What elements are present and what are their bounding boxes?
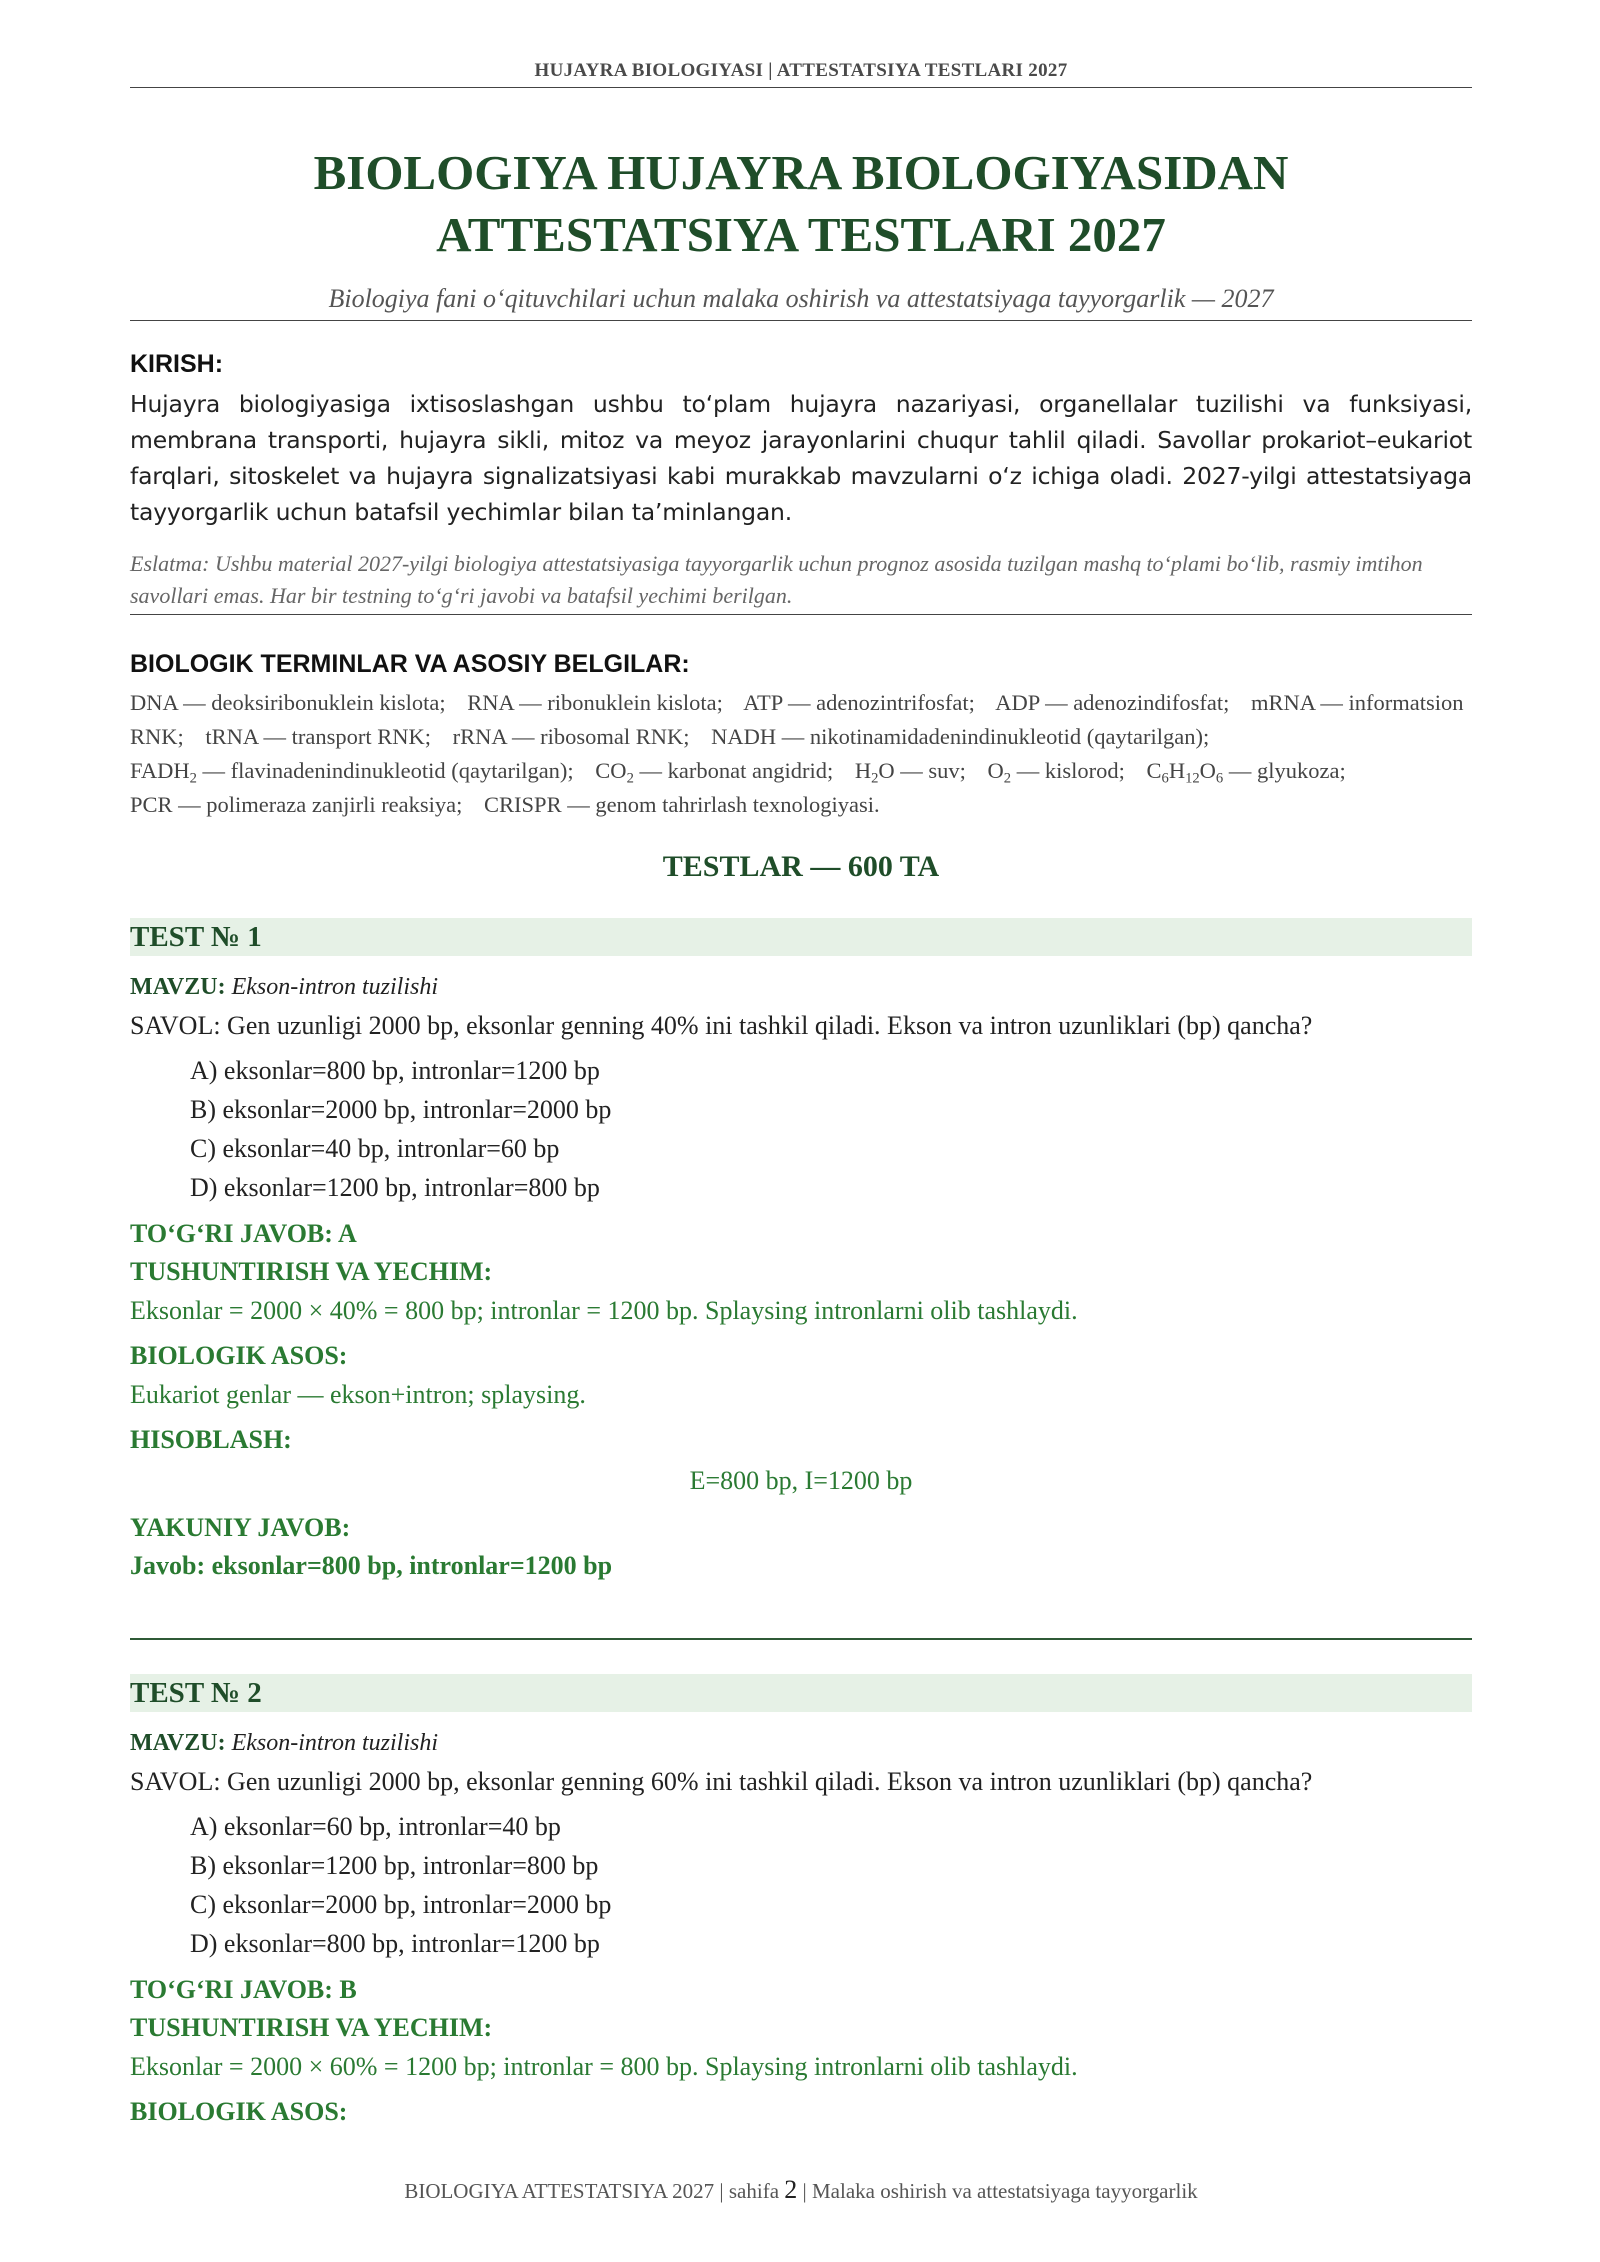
title-line-2: ATTESTATSIYA TESTLARI 2027 <box>436 207 1166 262</box>
intro-rule <box>130 614 1472 615</box>
title-line-1: BIOLOGIYA HUJAYRA BIOLOGIYASIDAN <box>313 145 1289 200</box>
answer-options <box>190 1051 1472 1207</box>
explanation-text: Eksonlar = 2000 × 40% = 800 bp; intronlar = 1200 bp. Splaysing intronlarni olib tashlaydi. <box>130 1296 1078 1325</box>
term-adp: ADP — adenozindifosfat; <box>995 690 1230 715</box>
final-answer: Javob: eksonlar=800 bp, intronlar=1200 bp <box>130 1551 613 1580</box>
term-co2: $CO_2$ — karbonat angidrid; <box>595 758 834 787</box>
basis-label: BIOLOGIK ASOS: <box>130 1341 348 1370</box>
calc-text: E=800 bp, I=1200 bp <box>689 1466 913 1495</box>
test-block-2 <box>130 1674 1472 2131</box>
correct-answer: TO‘G‘RI JAVOB: A <box>130 1219 357 1248</box>
document-title <box>130 142 1472 266</box>
term-glucose: $C_6H_{12}O_6$ — glyukoza; <box>1146 758 1346 787</box>
term-dna: DNA — deoksiribonuklein kislota; <box>130 690 446 715</box>
final-label: YAKUNIY JAVOB: <box>130 1513 351 1542</box>
answer-options <box>190 1807 1472 1963</box>
option-b: B) eksonlar=1200 bp, intronlar=800 bp <box>190 1851 599 1880</box>
test-topic: MAVZU: Ekson-intron tuzilishi <box>130 974 439 1000</box>
term-pcr: PCR — polimeraza zanjirli reaksiya; <box>130 792 463 817</box>
page-footer: BIOLOGIYA ATTESTATSIYA 2027 | sahifa 2 | Malaka oshirish va attestatsiyaga tayyorgarlik <box>404 2175 1198 2204</box>
calc-label: HISOBLASH: <box>130 1425 292 1454</box>
explanation-label: TUSHUNTIRISH VA YECHIM: <box>130 2013 493 2042</box>
term-h2o: $H_2O$ — suv; <box>854 758 966 787</box>
footer-right: Malaka oshirish va attestatsiyaga tayyorgarlik <box>812 2179 1198 2203</box>
term-rna: RNA — ribonuklein kislota; <box>467 690 723 715</box>
intro-heading: KIRISH: <box>130 350 224 378</box>
correct-answer: TO‘G‘RI JAVOB: B <box>130 1975 357 2004</box>
test-title: TEST № 2 <box>130 1674 1472 1712</box>
option-d: D) eksonlar=1200 bp, intronlar=800 bp <box>190 1173 600 1202</box>
running-header: HUJAYRA BIOLOGIYASI | ATTESTATSIYA TESTLARI 2027 <box>534 60 1068 81</box>
terms-list <box>130 686 1472 822</box>
subtitle-rule <box>130 320 1472 321</box>
document-subtitle: Biologiya fani o‘qituvchilari uchun malaka oshirish va attestatsiyaga tayyorgarlik — 2027 <box>328 284 1274 313</box>
intro-text: Hujayra biologiyasiga ixtisoslashgan ushbu to‘plam hujayra nazariyasi, organellalar tuzilishi va funksiyasi, membrana transporti, hujayra sikli, mitoz va meyoz jarayonlarini chuqur tahlil qiladi. Savollar prokariot–eukariot farqlari, sitoskelet va hujayra signalizatsiyasi kabi murakkab mavzularni o‘z ichiga oladi. 2027-yilgi attestatsiyaga tayyorgarlik uchun batafsil yechimlar bilan ta’minlangan. <box>130 390 1472 526</box>
explanation-label: TUSHUNTIRISH VA YECHIM: <box>130 1257 493 1286</box>
footer-left: BIOLOGIYA ATTESTATSIYA 2027 <box>404 2179 715 2203</box>
option-a: A) eksonlar=60 bp, intronlar=40 bp <box>190 1812 561 1841</box>
term-o2: $O_2$ — kislorod; <box>987 758 1125 787</box>
intro-note: Eslatma: Ushbu material 2027-yilgi biologiya attestatsiyasiga tayyorgarlik uchun prognoz asosida tuzilgan mashq to‘plami bo‘lib, rasmiy imtihon savollari emas. Har bir testning to‘g‘ri javobi va batafsil yechimi berilgan. <box>130 551 1423 608</box>
option-b: B) eksonlar=2000 bp, intronlar=2000 bp <box>190 1095 612 1124</box>
term-crispr: CRISPR — genom tahrirlash texnologiyasi. <box>484 792 880 817</box>
header-rule <box>130 87 1472 88</box>
term-rrna: rRNA — ribosomal RNK; <box>452 724 690 749</box>
term-fadh2: $FADH_2$ — flavinadenindinukleotid (qaytarilgan); <box>130 758 574 787</box>
option-a: A) eksonlar=800 bp, intronlar=1200 bp <box>190 1056 600 1085</box>
test-separator <box>130 1638 1472 1640</box>
term-atp: ATP — adenozintrifosfat; <box>743 690 975 715</box>
term-trna: tRNA — transport RNK; <box>205 724 432 749</box>
test-title: TEST № 1 <box>130 918 1472 956</box>
test-block-1 <box>130 918 1472 1585</box>
option-c: C) eksonlar=2000 bp, intronlar=2000 bp <box>190 1890 612 1919</box>
test-question: SAVOL: Gen uzunligi 2000 bp, eksonlar genning 60% ini tashkil qiladi. Ekson va intron uzunliklari (bp) qancha? <box>130 1767 1313 1796</box>
explanation-text: Eksonlar = 2000 × 60% = 1200 bp; intronlar = 800 bp. Splaysing intronlarni olib tashlaydi. <box>130 2052 1078 2081</box>
option-c: C) eksonlar=40 bp, intronlar=60 bp <box>190 1134 560 1163</box>
test-topic: MAVZU: Ekson-intron tuzilishi <box>130 1730 439 1756</box>
term-nadh: NADH — nikotinamidadenindinukleotid (qaytarilgan); <box>711 724 1210 749</box>
footer-page-word: sahifa <box>728 2179 780 2203</box>
page-number: 2 <box>784 2175 798 2204</box>
tests-heading: TESTLAR — 600 TA <box>662 850 940 883</box>
test-question: SAVOL: Gen uzunligi 2000 bp, eksonlar genning 40% ini tashkil qiladi. Ekson va intron uzunliklari (bp) qancha? <box>130 1011 1313 1040</box>
option-d: D) eksonlar=800 bp, intronlar=1200 bp <box>190 1929 600 1958</box>
terms-heading: BIOLOGIK TERMINLAR VA ASOSIY BELGILAR: <box>130 650 690 678</box>
basis-text: Eukariot genlar — ekson+intron; splaysing. <box>130 1380 586 1409</box>
term-mrna: mRNA — informatsion RNK; <box>130 690 1464 749</box>
basis-label: BIOLOGIK ASOS: <box>130 2097 348 2126</box>
